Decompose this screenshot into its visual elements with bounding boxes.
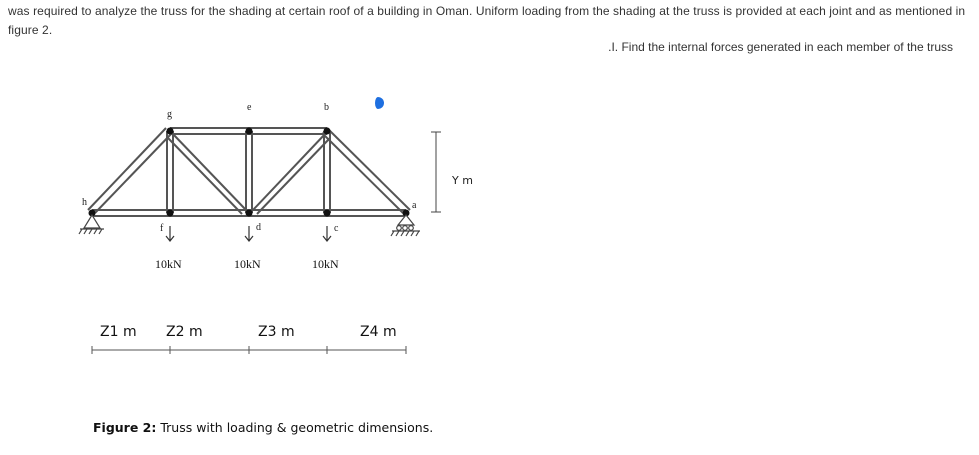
span-dimension: [92, 346, 406, 354]
figure-caption: [93, 420, 433, 435]
load-arrows: [166, 226, 331, 241]
label-c: c: [334, 223, 339, 234]
joint-b: [324, 128, 331, 135]
load-label-c: 10kN: [312, 257, 339, 271]
roller-support-right: [391, 215, 420, 236]
joint-d: [246, 210, 253, 217]
blue-marker-icon: [375, 97, 384, 109]
span-label-z3: Z3 m: [258, 324, 295, 340]
joint-g: [167, 128, 174, 135]
load-label-d: 10kN: [234, 257, 261, 271]
span-label-z4: Z4 m: [360, 324, 397, 340]
label-a: a: [412, 200, 417, 211]
member-b-a: [327, 128, 410, 210]
joint-c: [324, 210, 331, 217]
label-e: e: [247, 102, 252, 113]
label-f: f: [160, 223, 164, 234]
span-label-z1: Z1 m: [100, 324, 137, 340]
label-g: g: [167, 109, 172, 120]
caption-text: Truss with loading & geometric dimensions.: [156, 420, 434, 435]
member-d-b: [253, 133, 326, 210]
problem-intro: was required to analyze the truss for the shading at certain roof of a building in Oman. Uniform loading from the shading at the truss is provided at each joint and as mentioned in figure 2.: [8, 4, 966, 37]
pin-support-left: [79, 215, 104, 234]
member-h-g: [88, 128, 166, 210]
joint-e: [246, 128, 253, 135]
height-dimension: [431, 132, 441, 212]
label-h: h: [82, 197, 87, 208]
label-d: d: [256, 222, 261, 233]
label-b: b: [324, 102, 329, 113]
member-g-d: [172, 133, 246, 210]
height-label: Y m: [452, 174, 473, 187]
joint-f: [167, 210, 174, 217]
caption-bold: Figure 2:: [93, 420, 157, 435]
problem-task: .I. Find the internal forces generated in each member of the truss: [608, 40, 953, 54]
load-label-f: 10kN: [155, 257, 182, 271]
span-label-z2: Z2 m: [166, 324, 203, 340]
truss-members: [88, 128, 410, 216]
